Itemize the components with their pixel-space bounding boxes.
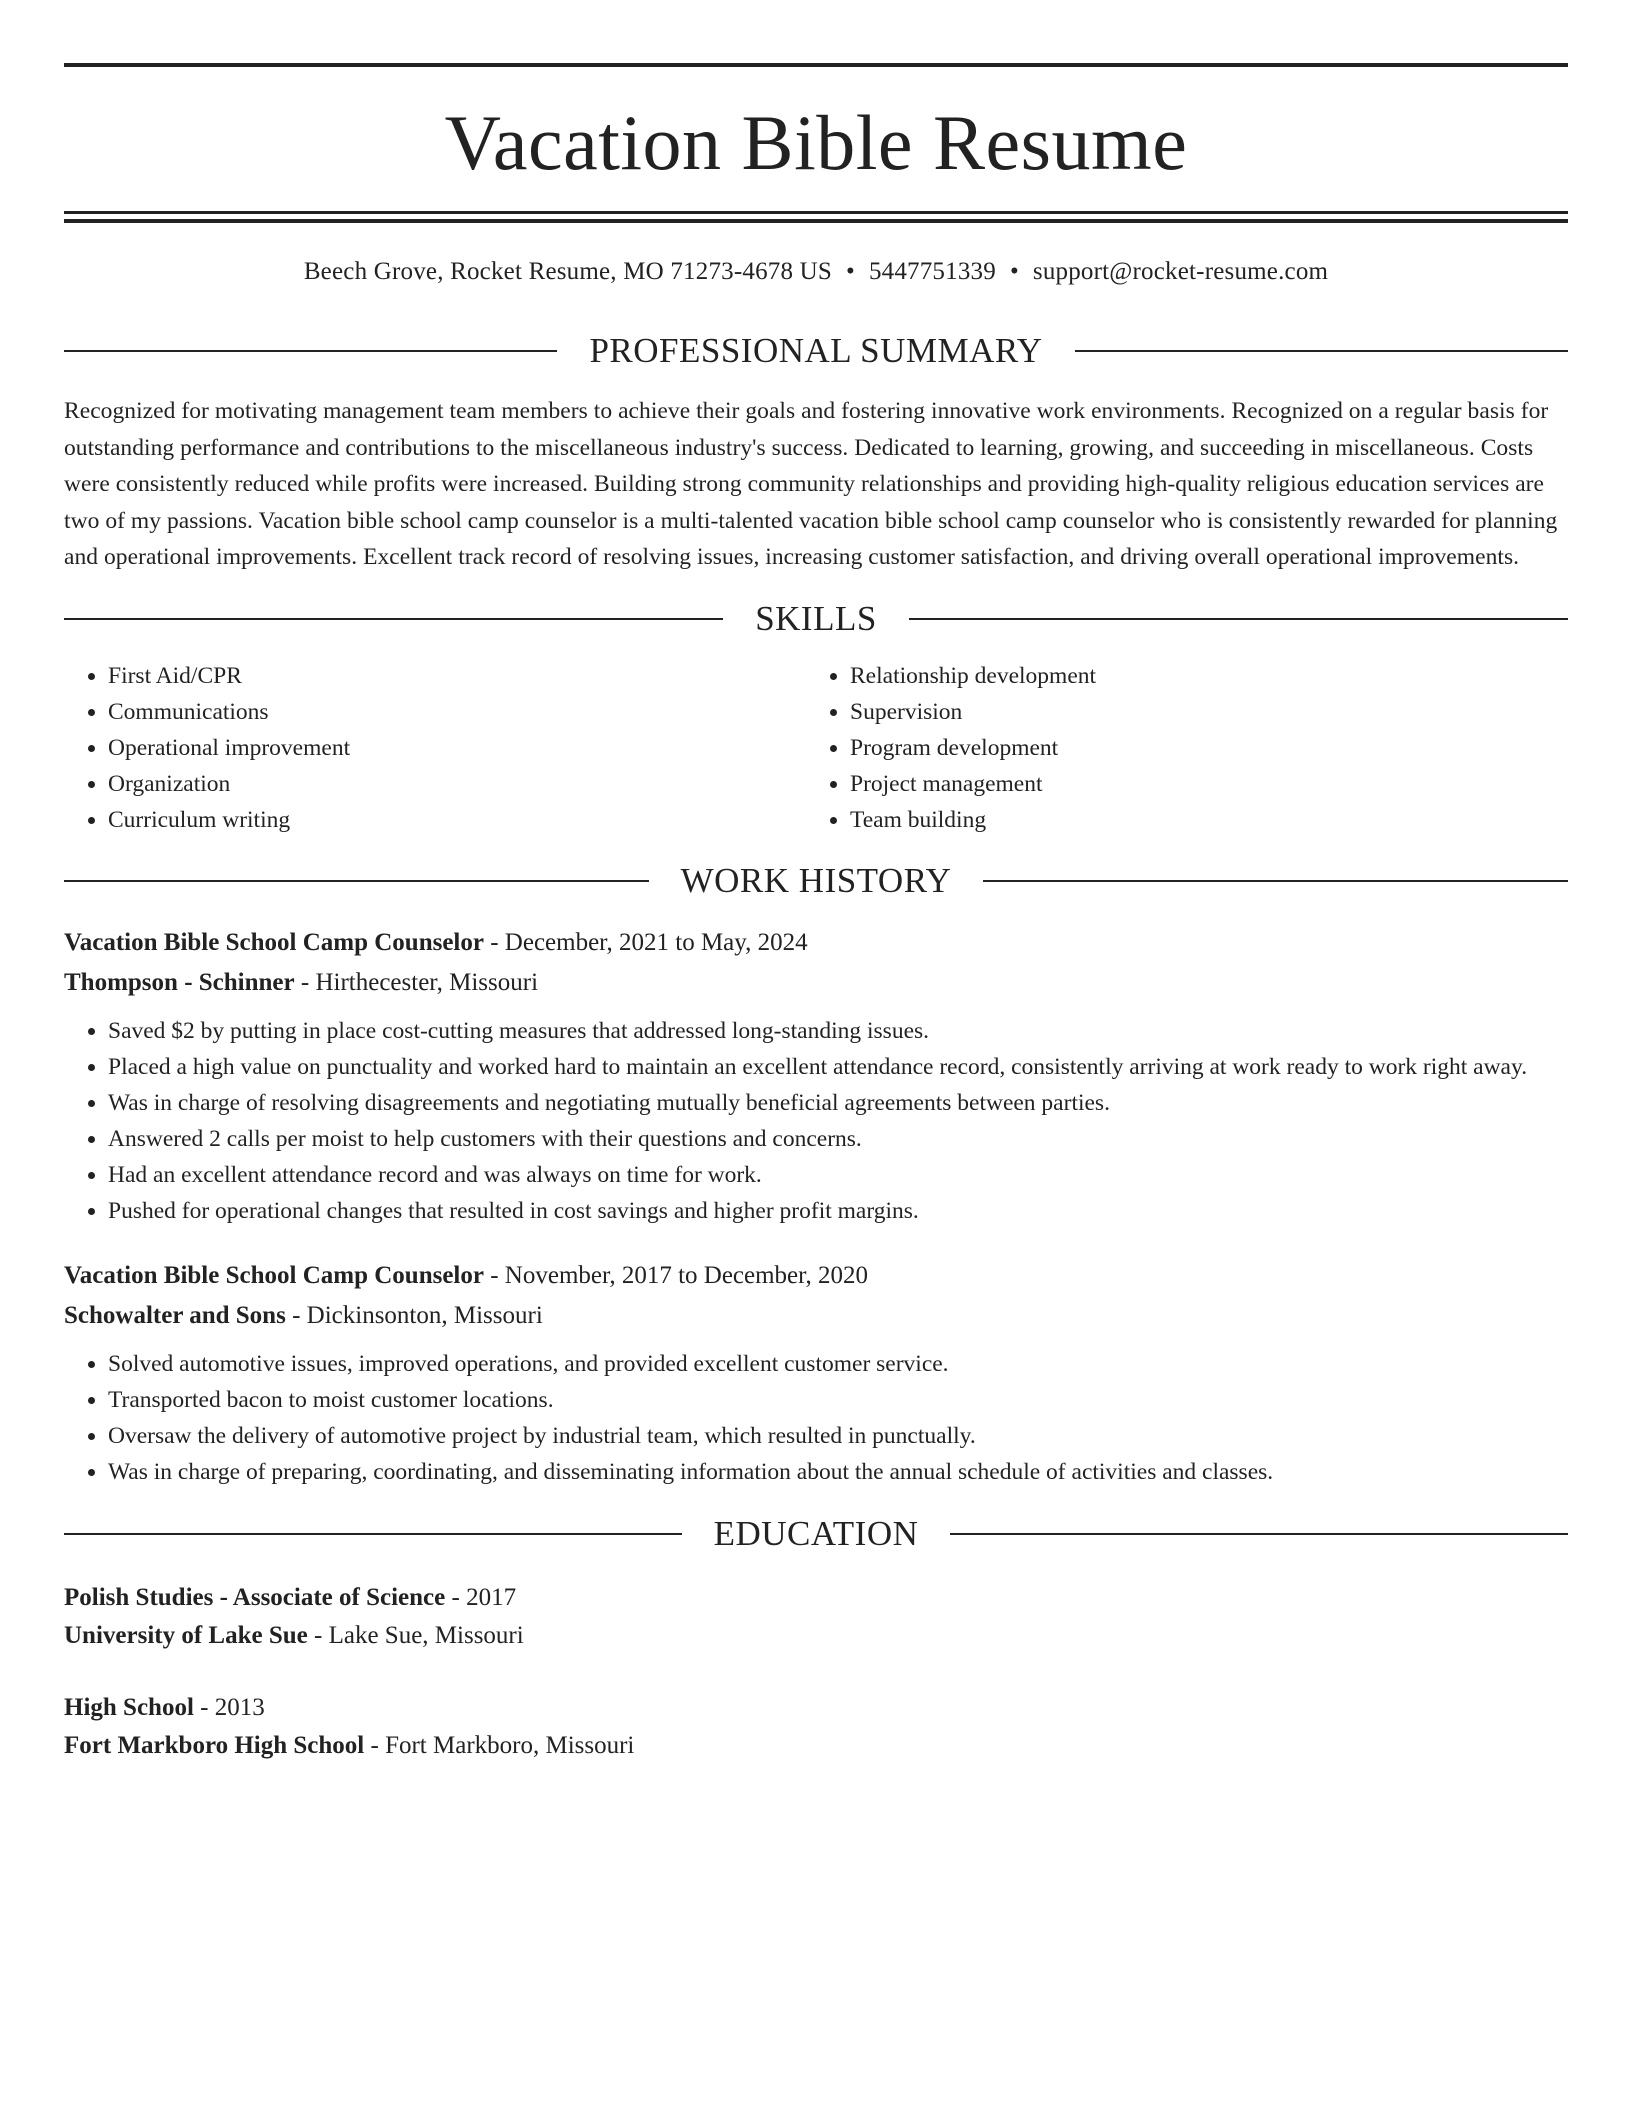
heading-rule-left — [64, 880, 649, 882]
education-year: 2013 — [214, 1694, 265, 1721]
education-school-line: University of Lake Sue - Lake Sue, Missouri — [64, 1622, 524, 1649]
job-entry — [64, 1256, 1568, 1490]
education-heading — [64, 1514, 1568, 1554]
skill-item: • Operational improvement — [108, 730, 806, 766]
job-bullet: • Pushed for operational changes that resulted in cost savings and higher profit margins. — [108, 1193, 1568, 1229]
skills-column-right — [806, 658, 1568, 838]
section-title: SKILLS — [755, 599, 877, 638]
contact-line — [64, 256, 1568, 288]
education-location: Lake Sue, Missouri — [328, 1622, 524, 1649]
job-company-line: Schowalter and Sons - Dickinsonton, Missouri — [64, 1302, 543, 1329]
summary-text: Recognized for motivating management team members to achieve their goals and fostering innovative work environments. Recognized on a regular basis for outstanding performance and contributions to the miscellaneous industry's success. Dedicated to learning, growing, and succeeding in miscellaneous. Costs were consistently reduced while profits were increased. Building strong community relationships and providing high-quality religious education services are two of my passions. Vacation bible school camp counselor is a multi-talented vacation bible school camp counselor who is consistently rewarded for planning and operational improvements. Excellent track record of resolving issues, increasing customer satisfaction, and driving overall operational improvements. — [64, 398, 1558, 570]
work-history-heading — [64, 861, 1568, 901]
contact-email: support@rocket-resume.com — [1032, 258, 1329, 285]
skill-item: • Project management — [850, 766, 1568, 802]
resume-page — [64, 63, 1568, 1765]
skills-heading — [64, 599, 1568, 639]
summary-heading — [64, 331, 1568, 371]
job-title: Vacation Bible School Camp Counselor — [64, 929, 484, 956]
job-bullet: • Answered 2 calls per moist to help customers with their questions and concerns. — [108, 1121, 1568, 1157]
job-bullet: • Was in charge of resolving disagreements and negotiating mutually beneficial agreements between parties. — [108, 1085, 1568, 1121]
job-dates: November, 2017 to December, 2020 — [504, 1262, 868, 1289]
skill-item: • Organization — [108, 766, 806, 802]
job-title: Vacation Bible School Camp Counselor — [64, 1262, 484, 1289]
heading-rule-left — [64, 350, 557, 352]
heading-rule-left — [64, 618, 723, 620]
job-title-line: Vacation Bible School Camp Counselor - December, 2021 to May, 2024 — [64, 929, 808, 956]
education-entry — [64, 1689, 1568, 1765]
skills-list — [64, 658, 1568, 838]
education-location: Fort Markboro, Missouri — [385, 1732, 635, 1759]
skill-item: • Curriculum writing — [108, 802, 806, 838]
contact-address: Beech Grove, Rocket Resume, MO 71273-4678 US — [303, 258, 832, 285]
education-entry — [64, 1579, 1568, 1655]
skill-item: • Team building — [850, 802, 1568, 838]
skill-item: • Relationship development — [850, 658, 1568, 694]
section-title: EDUCATION — [713, 1514, 919, 1553]
job-bullet: • Had an excellent attendance record and was always on time for work. — [108, 1157, 1568, 1193]
job-title-line: Vacation Bible School Camp Counselor - November, 2017 to December, 2020 — [64, 1262, 868, 1289]
skill-item: • Program development — [850, 730, 1568, 766]
header-double-rule — [64, 211, 1568, 223]
heading-rule-left — [64, 1533, 682, 1535]
education-degree-line: High School - 2013 — [64, 1694, 265, 1721]
skill-item: • Communications — [108, 694, 806, 730]
heading-rule-right — [909, 618, 1568, 620]
heading-rule-right — [983, 880, 1568, 882]
section-title: WORK HISTORY — [680, 861, 952, 900]
skills-column-left — [64, 658, 806, 838]
job-bullet: • Solved automotive issues, improved operations, and provided excellent customer service. — [108, 1346, 1568, 1382]
heading-rule-right — [1075, 350, 1568, 352]
contact-phone: 5447751339 — [868, 258, 996, 285]
education-school-line: Fort Markboro High School - Fort Markboro, Missouri — [64, 1732, 635, 1759]
job-company-line: Thompson - Schinner - Hirthecester, Missouri — [64, 969, 539, 996]
education-year: 2017 — [466, 1584, 517, 1611]
job-dates: December, 2021 to May, 2024 — [504, 929, 808, 956]
job-bullet: • Was in charge of preparing, coordinating, and disseminating information about the annual schedule of activities and classes. — [108, 1454, 1568, 1490]
job-bullet: • Oversaw the delivery of automotive project by industrial team, which resulted in punctually. — [108, 1418, 1568, 1454]
skill-item: • First Aid/CPR — [108, 658, 806, 694]
job-company: Thompson - Schinner — [64, 969, 295, 996]
job-entry — [64, 923, 1568, 1229]
job-bullets — [64, 1013, 1568, 1229]
job-company: Schowalter and Sons — [64, 1302, 286, 1329]
education-school: Fort Markboro High School — [64, 1732, 365, 1759]
skill-item: • Supervision — [850, 694, 1568, 730]
heading-rule-right — [950, 1533, 1568, 1535]
resume-name: Vacation Bible Resume — [444, 99, 1188, 186]
contact-separator: • — [1009, 258, 1019, 285]
contact-separator: • — [845, 258, 855, 285]
job-bullets — [64, 1346, 1568, 1490]
education-degree: Polish Studies - Associate of Science — [64, 1584, 446, 1611]
section-title: PROFESSIONAL SUMMARY — [589, 331, 1043, 370]
job-location: Hirthecester, Missouri — [315, 969, 539, 996]
top-rule — [64, 63, 1568, 67]
job-bullet: • Placed a high value on punctuality and worked hard to maintain an excellent attendance record, consistently arriving at work ready to work right away. — [108, 1049, 1568, 1085]
job-location: Dickinsonton, Missouri — [306, 1302, 543, 1329]
education-degree-line: Polish Studies - Associate of Science - 2017 — [64, 1584, 517, 1611]
job-bullet: • Transported bacon to moist customer locations. — [108, 1382, 1568, 1418]
job-bullet: • Saved $2 by putting in place cost-cutting measures that addressed long-standing issues. — [108, 1013, 1568, 1049]
education-degree: High School — [64, 1694, 194, 1721]
education-school: University of Lake Sue — [64, 1622, 308, 1649]
